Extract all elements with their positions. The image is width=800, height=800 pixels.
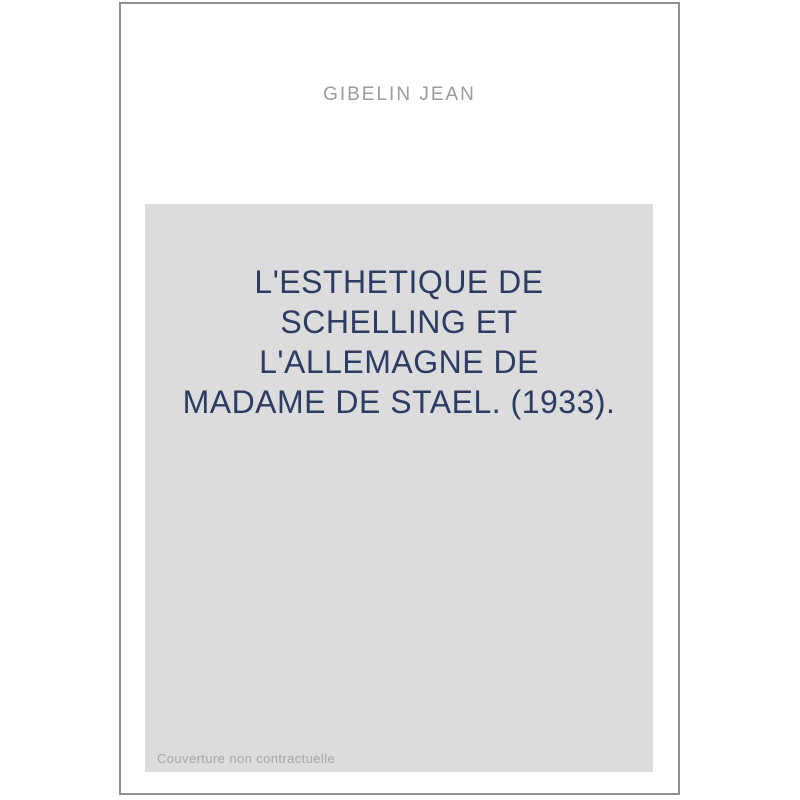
cover-placeholder [145,204,653,772]
book-title-line: L'ALLEMAGNE DE [259,344,539,380]
author-name: GIBELIN JEAN [323,84,476,105]
book-page [119,2,680,795]
book-title-line: SCHELLING ET [280,304,518,340]
cover-disclaimer: Couverture non contractuelle [157,751,336,766]
book-title-line: MADAME DE STAEL. (1933). [182,384,616,420]
book-title [145,262,653,422]
book-title-line: L'ESTHETIQUE DE [254,264,544,300]
